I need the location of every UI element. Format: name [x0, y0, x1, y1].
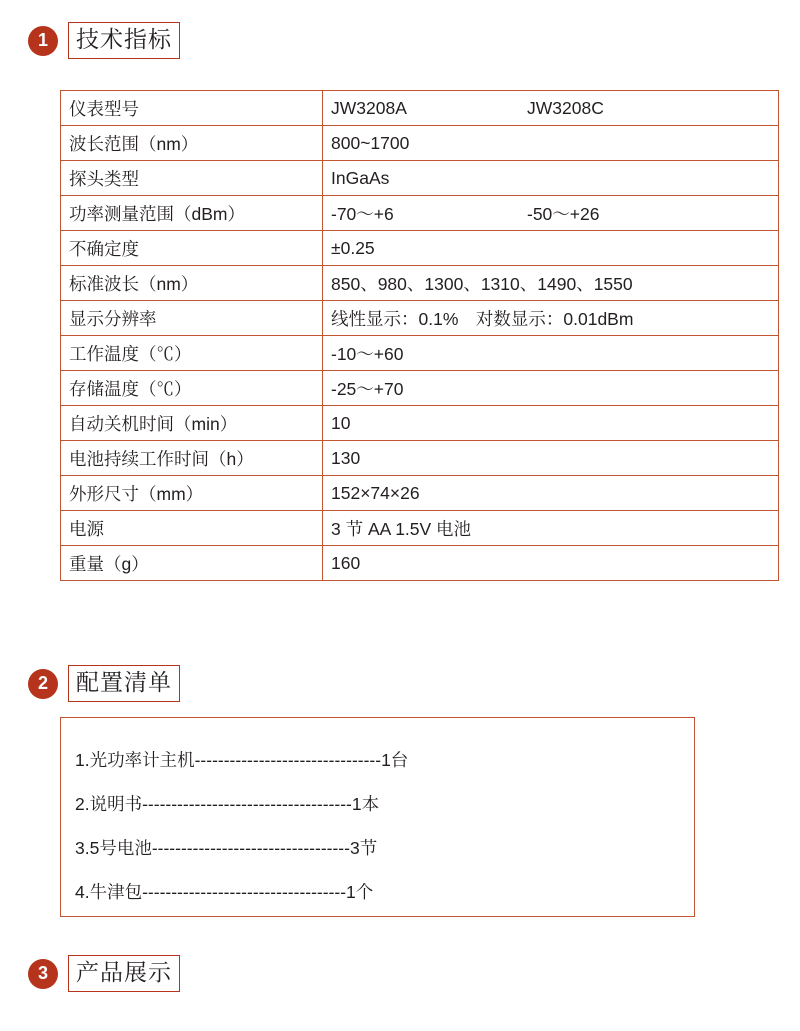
table-row [61, 126, 779, 161]
table-row [61, 476, 779, 511]
specifications-table [60, 90, 779, 581]
section-title: 配置清单 [68, 665, 180, 702]
table-row [61, 301, 779, 336]
section-heading-product-showcase [28, 955, 180, 992]
spec-value [323, 266, 779, 301]
spec-value-a: 130 [331, 447, 361, 468]
spec-label: 仪表型号 [61, 91, 323, 126]
spec-value-a: 850、980、1300、1310、1490、1550 [331, 273, 633, 294]
table-row [61, 511, 779, 546]
section-heading-config [28, 665, 180, 702]
spec-value [323, 196, 779, 231]
spec-value [323, 441, 779, 476]
section-heading-specs [28, 22, 180, 59]
section-number-badge: 3 [28, 959, 58, 989]
spec-label: 显示分辨率 [61, 301, 323, 336]
spec-value-a: -25～+70 [331, 378, 404, 399]
spec-value [323, 406, 779, 441]
specifications-table-body [61, 91, 779, 581]
spec-value-a: 160 [331, 552, 361, 573]
spec-value [323, 476, 779, 511]
table-row [61, 336, 779, 371]
list-item: 1.光功率计主机--------------------------------1台 [75, 750, 409, 770]
list-item: 3.5号电池----------------------------------3节 [75, 838, 378, 858]
spec-value [323, 336, 779, 371]
spec-label: 波长范围（nm） [61, 126, 323, 161]
table-row [61, 161, 779, 196]
spec-value-a: 3 节 AA 1.5V 电池 [331, 518, 472, 539]
configuration-list [60, 717, 695, 917]
table-row [61, 406, 779, 441]
spec-value-a: -70～+6 [331, 203, 394, 224]
table-row [61, 371, 779, 406]
list-item: 2.说明书------------------------------------1本 [75, 794, 380, 814]
spec-value-b: -50～+26 [527, 203, 600, 224]
spec-label: 工作温度（℃） [61, 336, 323, 371]
table-row [61, 546, 779, 581]
spec-label: 电池持续工作时间（h） [61, 441, 323, 476]
table-row [61, 196, 779, 231]
table-row [61, 231, 779, 266]
spec-value-a: -10～+60 [331, 343, 404, 364]
spec-value-b: JW3208C [527, 97, 604, 118]
spec-value [323, 371, 779, 406]
spec-label: 功率测量范围（dBm） [61, 196, 323, 231]
spec-value [323, 161, 779, 196]
spec-value [323, 126, 779, 161]
spec-value-a: 10 [331, 412, 351, 433]
table-row [61, 91, 779, 126]
list-item: 4.牛津包-----------------------------------1个 [75, 882, 374, 902]
spec-label: 不确定度 [61, 231, 323, 266]
section-title: 产品展示 [68, 955, 180, 992]
spec-value [323, 301, 779, 336]
section-number-badge: 1 [28, 26, 58, 56]
spec-value-a: 线性显示：0.1% 对数显示：0.01dBm [331, 308, 634, 329]
spec-label: 自动关机时间（min） [61, 406, 323, 441]
spec-label: 重量（g） [61, 546, 323, 581]
spec-value-a: 152×74×26 [331, 482, 420, 503]
spec-label: 电源 [61, 511, 323, 546]
spec-value [323, 231, 779, 266]
table-row [61, 266, 779, 301]
spec-value-a: InGaAs [331, 167, 390, 188]
spec-label: 存储温度（℃） [61, 371, 323, 406]
spec-value [323, 511, 779, 546]
section-title: 技术指标 [68, 22, 180, 59]
section-number-badge: 2 [28, 669, 58, 699]
spec-value-a: JW3208A [331, 97, 407, 118]
spec-label: 标准波长（nm） [61, 266, 323, 301]
spec-value-a: ±0.25 [331, 237, 375, 258]
spec-label: 外形尺寸（mm） [61, 476, 323, 511]
spec-label: 探头类型 [61, 161, 323, 196]
table-row [61, 441, 779, 476]
spec-value-a: 800~1700 [331, 132, 410, 153]
spec-value [323, 546, 779, 581]
spec-value [323, 91, 779, 126]
